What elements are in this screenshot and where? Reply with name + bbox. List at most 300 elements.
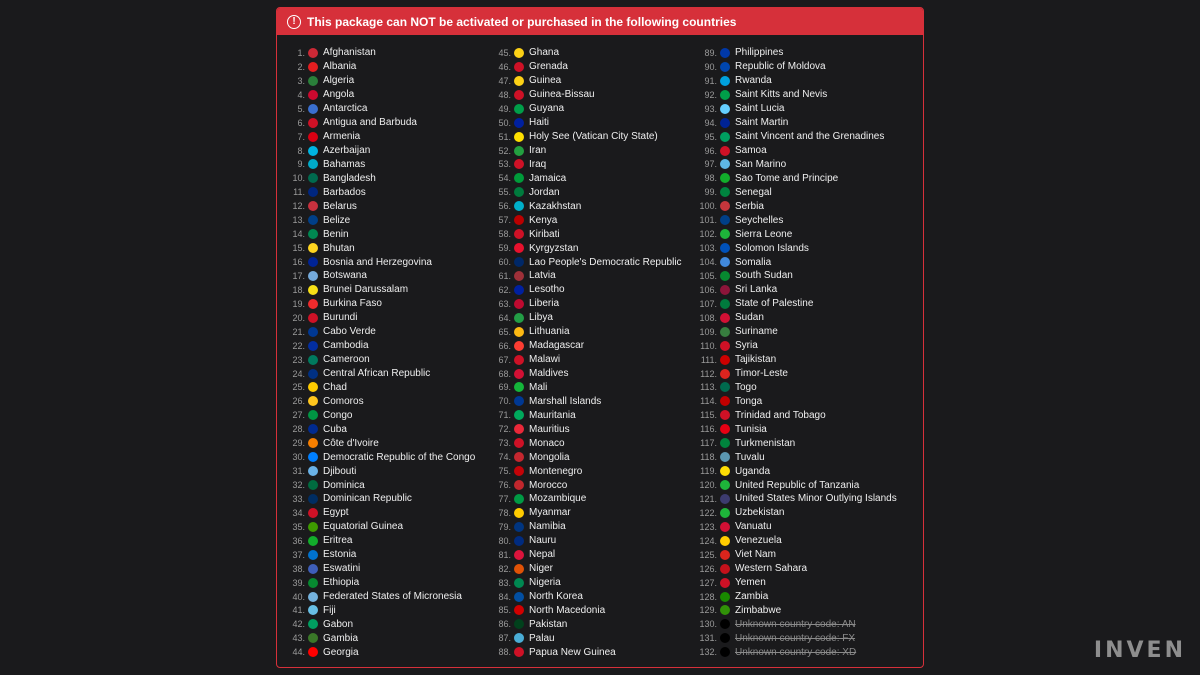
- country-name: Niger: [529, 563, 553, 575]
- country-name: Mongolia: [529, 451, 570, 463]
- list-item: [277, 464, 475, 478]
- list-item-number: 60.: [498, 257, 511, 268]
- list-item: [277, 311, 475, 325]
- list-item: [483, 116, 682, 130]
- flag-icon: [308, 215, 318, 225]
- list-item-number: 106.: [699, 284, 717, 295]
- list-item: [483, 604, 682, 618]
- list-item-number: 32.: [292, 480, 305, 491]
- flag-icon: [514, 90, 524, 100]
- list-item-number: 26.: [292, 396, 305, 407]
- list-item-number: 36.: [292, 535, 305, 546]
- list-item-number: 122.: [699, 507, 717, 518]
- list-item-number: 64.: [498, 312, 511, 323]
- list-item: [689, 422, 897, 436]
- list-item-number: 9.: [297, 159, 305, 170]
- list-item: [689, 548, 897, 562]
- list-item-number: 97.: [704, 159, 717, 170]
- list-item: [277, 534, 475, 548]
- country-name: Estonia: [323, 549, 357, 561]
- country-name: Zimbabwe: [735, 604, 782, 616]
- flag-icon: [514, 494, 524, 504]
- list-item-number: 42.: [292, 619, 305, 630]
- list-item: [689, 604, 897, 618]
- list-item: [483, 436, 682, 450]
- list-item-number: 108.: [699, 312, 717, 323]
- flag-icon: [308, 438, 318, 448]
- country-name: Pakistan: [529, 618, 568, 630]
- flag-icon: [308, 605, 318, 615]
- country-name: Tajikistan: [735, 354, 777, 366]
- watermark-logo: INVEN: [1093, 638, 1186, 663]
- list-item-number: 120.: [699, 480, 717, 491]
- flag-icon: [308, 410, 318, 420]
- list-item-number: 101.: [699, 215, 717, 226]
- country-name: Libya: [529, 312, 553, 324]
- country-name: Seychelles: [735, 214, 784, 226]
- country-name: Brunei Darussalam: [323, 284, 409, 296]
- country-name: North Korea: [529, 591, 583, 603]
- flag-icon: [308, 173, 318, 183]
- list-item-number: 52.: [498, 145, 511, 156]
- list-item: [483, 185, 682, 199]
- list-item-number: 130.: [699, 619, 717, 630]
- list-item: [277, 422, 475, 436]
- list-item-number: 10.: [292, 173, 305, 184]
- flag-icon: [308, 494, 318, 504]
- list-item: [277, 158, 475, 172]
- list-item: [277, 199, 475, 213]
- flag-icon: [514, 438, 524, 448]
- country-name: Burundi: [323, 312, 358, 324]
- country-name: Lithuania: [529, 326, 570, 338]
- list-item: [483, 241, 682, 255]
- flag-icon: [720, 438, 730, 448]
- list-item: [483, 464, 682, 478]
- flag-icon: [308, 647, 318, 657]
- list-item: [277, 590, 475, 604]
- list-item: [277, 506, 475, 520]
- flag-icon: [514, 313, 524, 323]
- list-item-number: 48.: [498, 89, 511, 100]
- list-item-number: 121.: [699, 493, 717, 504]
- flag-icon: [308, 396, 318, 406]
- list-item-number: 2.: [297, 61, 305, 72]
- list-item: [483, 158, 682, 172]
- list-item: [689, 534, 897, 548]
- flag-icon: [514, 229, 524, 239]
- list-item: [689, 60, 897, 74]
- country-name: Latvia: [529, 270, 556, 282]
- list-item-number: 44.: [292, 647, 305, 658]
- list-item-number: 40.: [292, 591, 305, 602]
- list-item-number: 16.: [292, 257, 305, 268]
- flag-icon: [308, 159, 318, 169]
- flag-icon: [720, 132, 730, 142]
- list-item-number: 20.: [292, 312, 305, 323]
- list-item: [483, 325, 682, 339]
- flag-icon: [720, 48, 730, 58]
- list-item: [277, 255, 475, 269]
- list-item: [483, 576, 682, 590]
- country-name: Tunisia: [735, 423, 767, 435]
- country-name: State of Palestine: [735, 298, 814, 310]
- list-item-number: 31.: [292, 466, 305, 477]
- flag-icon: [720, 550, 730, 560]
- list-item-number: 71.: [498, 410, 511, 421]
- flag-icon: [514, 396, 524, 406]
- country-name: Cameroon: [323, 354, 370, 366]
- list-item-number: 103.: [699, 243, 717, 254]
- list-item: [277, 492, 475, 506]
- flag-icon: [514, 592, 524, 602]
- restricted-countries-panel: [276, 7, 924, 668]
- flag-icon: [308, 550, 318, 560]
- flag-icon: [514, 452, 524, 462]
- list-item-number: 27.: [292, 410, 305, 421]
- country-name: Sao Tome and Principe: [735, 172, 839, 184]
- flag-icon: [308, 564, 318, 574]
- list-item-number: 129.: [699, 605, 717, 616]
- flag-icon: [308, 146, 318, 156]
- country-name: Armenia: [323, 131, 361, 143]
- flag-icon: [720, 605, 730, 615]
- list-item-number: 37.: [292, 549, 305, 560]
- list-item: [689, 408, 897, 422]
- list-item-number: 56.: [498, 201, 511, 212]
- country-name: Saint Lucia: [735, 103, 785, 115]
- country-name: Sudan: [735, 312, 764, 324]
- country-name: Democratic Republic of the Congo: [323, 451, 476, 463]
- list-item-number: 79.: [498, 521, 511, 532]
- list-item: [689, 617, 897, 631]
- flag-icon: [720, 285, 730, 295]
- list-item: [277, 241, 475, 255]
- list-item-number: 93.: [704, 103, 717, 114]
- country-name: Lao People's Democratic Republic: [529, 256, 682, 268]
- list-item: [483, 46, 682, 60]
- flag-icon: [308, 424, 318, 434]
- list-item: [689, 158, 897, 172]
- flag-icon: [514, 550, 524, 560]
- list-item-number: 38.: [292, 563, 305, 574]
- list-item: [483, 353, 682, 367]
- country-name: Barbados: [323, 186, 366, 198]
- country-name: Afghanistan: [323, 47, 376, 59]
- list-item: [277, 88, 475, 102]
- country-name: Bhutan: [323, 242, 355, 254]
- country-name: Fiji: [323, 604, 336, 616]
- country-name: Equatorial Guinea: [323, 521, 404, 533]
- list-item: [689, 464, 897, 478]
- list-item: [689, 311, 897, 325]
- list-item-number: 80.: [498, 535, 511, 546]
- flag-icon: [514, 466, 524, 476]
- flag-icon: [514, 382, 524, 392]
- list-item: [483, 311, 682, 325]
- list-item: [277, 562, 475, 576]
- country-name: Uzbekistan: [735, 507, 785, 519]
- country-name: Bahamas: [323, 158, 366, 170]
- list-item: [483, 492, 682, 506]
- list-item: [483, 520, 682, 534]
- list-item: [483, 269, 682, 283]
- list-item-number: 85.: [498, 605, 511, 616]
- list-item-number: 22.: [292, 340, 305, 351]
- list-item-number: 126.: [699, 563, 717, 574]
- flag-icon: [720, 299, 730, 309]
- country-name: Azerbaijan: [323, 145, 371, 157]
- list-item: [277, 450, 475, 464]
- list-item: [483, 562, 682, 576]
- flag-icon: [514, 508, 524, 518]
- country-name: Cabo Verde: [323, 326, 376, 338]
- list-item: [689, 367, 897, 381]
- list-item: [689, 74, 897, 88]
- list-item: [277, 339, 475, 353]
- country-name: Morocco: [529, 479, 568, 491]
- list-item-number: 92.: [704, 89, 717, 100]
- country-name: Lesotho: [529, 284, 565, 296]
- list-item: [689, 116, 897, 130]
- list-item: [689, 102, 897, 116]
- country-name: Uganda: [735, 465, 771, 477]
- country-name: South Sudan: [735, 270, 793, 282]
- country-name: Viet Nam: [735, 549, 776, 561]
- list-item-number: 28.: [292, 424, 305, 435]
- flag-icon: [308, 633, 318, 643]
- country-name: Liberia: [529, 298, 560, 310]
- flag-icon: [514, 104, 524, 114]
- flag-icon: [514, 619, 524, 629]
- flag-icon: [720, 633, 730, 643]
- flag-icon: [720, 90, 730, 100]
- list-item: [277, 394, 475, 408]
- list-item: [277, 116, 475, 130]
- list-item-number: 35.: [292, 521, 305, 532]
- country-name: Kazakhstan: [529, 200, 582, 212]
- flag-icon: [308, 369, 318, 379]
- country-name: Trinidad and Tobago: [735, 409, 826, 421]
- country-name: Gambia: [323, 632, 359, 644]
- country-name: Belize: [323, 214, 351, 226]
- list-item-number: 98.: [704, 173, 717, 184]
- flag-icon: [720, 187, 730, 197]
- list-item: [689, 576, 897, 590]
- country-name: Ethiopia: [323, 577, 360, 589]
- list-item: [277, 631, 475, 645]
- country-name: North Macedonia: [529, 604, 606, 616]
- flag-icon: [720, 619, 730, 629]
- country-name: Guyana: [529, 103, 565, 115]
- list-item-number: 119.: [700, 466, 717, 477]
- list-item: [483, 171, 682, 185]
- list-item: [483, 422, 682, 436]
- list-item: [483, 297, 682, 311]
- list-item-number: 111.: [700, 354, 717, 365]
- list-item-number: 7.: [297, 131, 305, 142]
- list-item: [689, 394, 897, 408]
- country-name: Botswana: [323, 270, 367, 282]
- list-item-number: 117.: [700, 438, 717, 449]
- flag-icon: [308, 229, 318, 239]
- country-name: Syria: [735, 340, 758, 352]
- list-item: [689, 478, 897, 492]
- list-item-number: 77.: [498, 493, 511, 504]
- list-item: [689, 213, 897, 227]
- list-item: [483, 450, 682, 464]
- country-name: Unknown country code: AN: [735, 618, 856, 630]
- flag-icon: [308, 382, 318, 392]
- flag-icon: [308, 341, 318, 351]
- list-item: [689, 562, 897, 576]
- flag-icon: [720, 341, 730, 351]
- country-name: Kiribati: [529, 228, 560, 240]
- flag-icon: [720, 578, 730, 588]
- list-item: [483, 394, 682, 408]
- flag-icon: [720, 243, 730, 253]
- list-item-number: 1.: [297, 47, 305, 58]
- list-item-number: 83.: [498, 577, 511, 588]
- list-item-number: 115.: [700, 410, 717, 421]
- country-name: Kyrgyzstan: [529, 242, 579, 254]
- list-item-number: 4.: [297, 89, 305, 100]
- list-item-number: 116.: [700, 424, 717, 435]
- list-item: [689, 492, 897, 506]
- flag-icon: [308, 243, 318, 253]
- country-name: Antarctica: [323, 103, 368, 115]
- list-item: [689, 227, 897, 241]
- country-name: Cambodia: [323, 340, 369, 352]
- country-name: Samoa: [735, 145, 767, 157]
- list-item-number: 63.: [498, 298, 511, 309]
- list-item-number: 110.: [700, 340, 717, 351]
- flag-icon: [514, 187, 524, 197]
- flag-icon: [720, 424, 730, 434]
- country-name: Western Sahara: [735, 563, 808, 575]
- list-item-number: 73.: [498, 438, 511, 449]
- list-item-number: 43.: [292, 633, 305, 644]
- country-name: Sierra Leone: [735, 228, 793, 240]
- list-item: [689, 450, 897, 464]
- list-item-number: 54.: [498, 173, 511, 184]
- list-item-number: 87.: [498, 633, 511, 644]
- list-item: [689, 520, 897, 534]
- list-item: [483, 213, 682, 227]
- country-name: Madagascar: [529, 340, 585, 352]
- list-item-number: 34.: [292, 507, 305, 518]
- list-item: [689, 255, 897, 269]
- list-item-number: 3.: [297, 75, 305, 86]
- list-item-number: 11.: [293, 187, 305, 198]
- list-item: [483, 144, 682, 158]
- country-name: Maldives: [529, 368, 569, 380]
- list-item-number: 53.: [498, 159, 511, 170]
- list-item-number: 66.: [498, 340, 511, 351]
- country-name: Mali: [529, 381, 548, 393]
- list-item-number: 45.: [498, 47, 511, 58]
- banner-title: This package can NOT be activated or purchased in the following countries: [307, 14, 737, 29]
- flag-icon: [720, 62, 730, 72]
- flag-icon: [514, 605, 524, 615]
- list-item: [483, 534, 682, 548]
- flag-icon: [720, 508, 730, 518]
- list-item-number: 84.: [498, 591, 511, 602]
- list-item: [483, 381, 682, 395]
- flag-icon: [514, 536, 524, 546]
- flag-icon: [720, 327, 730, 337]
- country-name: Marshall Islands: [529, 395, 602, 407]
- flag-icon: [308, 480, 318, 490]
- flag-icon: [308, 452, 318, 462]
- country-name: Somalia: [735, 256, 772, 268]
- flag-icon: [308, 118, 318, 128]
- list-item: [689, 241, 897, 255]
- list-item-number: 131.: [699, 633, 717, 644]
- list-item: [483, 60, 682, 74]
- country-name: San Marino: [735, 158, 787, 170]
- country-name: Sri Lanka: [735, 284, 778, 296]
- country-name: Palau: [529, 632, 555, 644]
- list-item: [277, 325, 475, 339]
- list-item-number: 24.: [292, 368, 305, 379]
- country-name: Haiti: [529, 117, 550, 129]
- flag-icon: [720, 229, 730, 239]
- flag-icon: [514, 480, 524, 490]
- country-name: Suriname: [735, 326, 778, 338]
- list-item: [483, 130, 682, 144]
- flag-icon: [720, 104, 730, 114]
- list-item-number: 96.: [704, 145, 717, 156]
- flag-icon: [308, 592, 318, 602]
- flag-icon: [720, 536, 730, 546]
- list-item: [483, 367, 682, 381]
- country-name: Antigua and Barbuda: [323, 117, 417, 129]
- list-item: [277, 130, 475, 144]
- country-name: Comoros: [323, 395, 364, 407]
- country-name: Chad: [323, 381, 347, 393]
- flag-icon: [514, 173, 524, 183]
- list-item-number: 88.: [498, 647, 511, 658]
- list-item: [483, 617, 682, 631]
- flag-icon: [308, 355, 318, 365]
- flag-icon: [308, 578, 318, 588]
- list-item: [277, 185, 475, 199]
- list-item-number: 68.: [498, 368, 511, 379]
- flag-icon: [514, 271, 524, 281]
- list-item: [689, 381, 897, 395]
- list-item: [483, 255, 682, 269]
- flag-icon: [720, 215, 730, 225]
- list-item: [277, 520, 475, 534]
- list-item-number: 51.: [498, 131, 511, 142]
- flag-icon: [308, 271, 318, 281]
- country-name: Ghana: [529, 47, 560, 59]
- list-item-number: 49.: [498, 103, 511, 114]
- list-item: [277, 269, 475, 283]
- list-item: [483, 506, 682, 520]
- flag-icon: [720, 396, 730, 406]
- list-item: [689, 325, 897, 339]
- list-item-number: 81.: [498, 549, 511, 560]
- list-item-number: 67.: [498, 354, 511, 365]
- list-item: [689, 645, 897, 659]
- flag-icon: [308, 90, 318, 100]
- list-item-number: 14.: [292, 229, 305, 240]
- country-name: Tuvalu: [735, 451, 765, 463]
- country-name: Congo: [323, 409, 353, 421]
- list-item-number: 95.: [704, 131, 717, 142]
